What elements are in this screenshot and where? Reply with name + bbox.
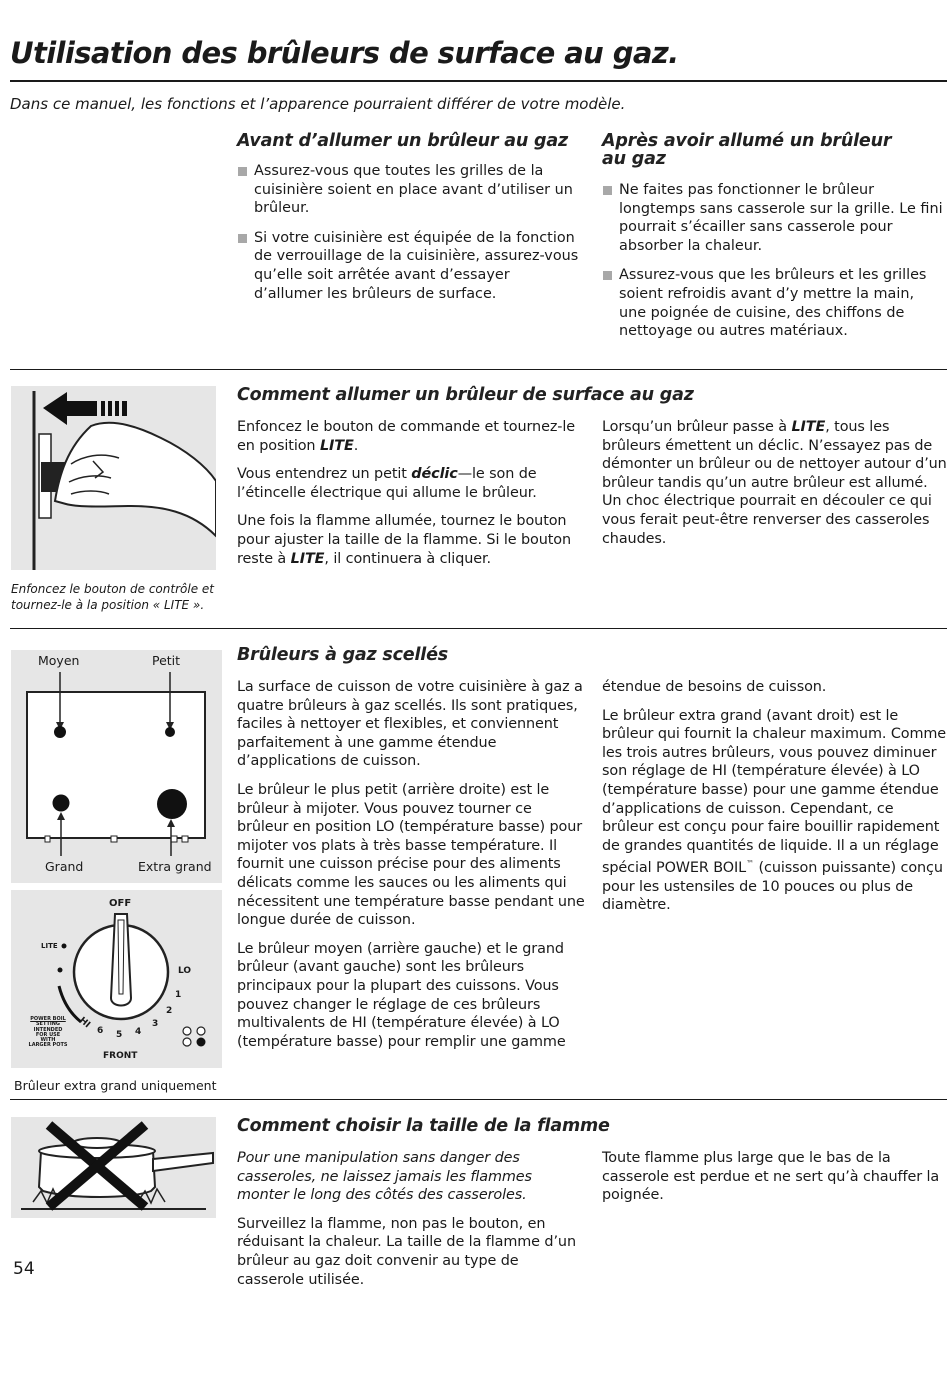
after-lighting-heading: Après avoir allumé un brûleur au gaz	[602, 131, 892, 169]
section-divider	[10, 1099, 947, 1100]
page-number: 54	[13, 1259, 35, 1279]
sealed-burners-heading: Brûleurs à gaz scellés	[237, 645, 448, 665]
section-divider	[10, 369, 947, 370]
paragraph: Toute flamme plus large que le bas de la casserole est perdue et ne sert qu’à chauffer la poignée.	[602, 1150, 940, 1204]
paragraph: Enfoncez le bouton de commande et tournez-le en position LITE.	[237, 419, 576, 454]
paragraph: Le brûleur extra grand (avant droit) est le brûleur qui fournit la chaleur maximum. Comme les trois autres brûleurs, vous pouvez diminuer son réglage de HI (température élevée) à LO (température basse) pour une gamme étendue d’applications de cuisson. Cependant, ce brûleur est conçu pour faire bouillir rapidement de grandes quantités de liquide. Il a un réglage spécial POWER BOIL™ (cuisson puissante) conçu pour les ustensiles de 10 pouces ou plus de diamètre.	[602, 707, 947, 914]
paragraph: Surveillez la flamme, non pas le bouton, en réduisant la chaleur. La taille de la flamme d’un brûleur au gaz doit convenir au type de casserole utilisée.	[237, 1215, 576, 1288]
extra-large-burner-icon	[157, 789, 187, 819]
knob-label-4: 4	[135, 1027, 142, 1037]
knob-label-6: 6	[97, 1026, 104, 1036]
label-extra-large: Extra grand	[138, 859, 212, 874]
sealed-burners-text-left	[237, 678, 585, 1061]
after-lighting-list	[602, 181, 944, 352]
section-divider	[10, 628, 947, 629]
paragraph: Vous entendrez un petit déclic—le son de l’étincelle électrique qui allume le brûleur.	[237, 466, 537, 501]
sealed-burners-text-right	[602, 678, 947, 925]
knob-label-lite: LITE	[41, 942, 58, 950]
flame-size-text-left	[237, 1149, 582, 1299]
light-burner-heading: Comment allumer un brûleur de surface au gaz	[237, 385, 694, 405]
flame-size-heading: Comment choisir la taille de la flamme	[237, 1116, 610, 1136]
knob-caption: Brûleur extra grand uniquement	[14, 1078, 217, 1093]
paragraph: Le brûleur moyen (arrière gauche) et le grand brûleur (avant gauche) sont les brûleurs principaux pour la plupart des cuissons. Vous pouvez changer le réglage de ces brûleurs multivalents de HI (température élevée) à LO (température basse) pour remplir une gamme	[237, 940, 566, 1050]
paragraph: étendue de besoins de cuisson.	[602, 679, 827, 695]
knob-label-lo: LO	[178, 966, 192, 976]
knob-label-hi: HI	[77, 1015, 92, 1031]
small-burner-icon	[165, 727, 175, 737]
label-large: Grand	[45, 859, 84, 874]
paragraph: La surface de cuisson de votre cuisinière à gaz a quatre brûleurs à gaz scellés. Ils sont pratiques, faciles à nettoyer et flexibles, et conviennent parfaitement à une gamme étendue d’applications de cuisson.	[237, 679, 583, 770]
light-burner-text-left	[237, 418, 582, 578]
knob-label-off: OFF	[109, 898, 132, 909]
knob-label-2: 2	[166, 1006, 173, 1016]
knob-illustration	[11, 890, 222, 1068]
paragraph: Pour une manipulation sans danger des casseroles, ne laissez jamais les flammes monter le long des côtés des casseroles.	[237, 1150, 532, 1204]
list-item: Assurez-vous que les brûleurs et les grilles soient refroidis avant d’y mettre la main, une poignée de cuisine, des chiffons de nettoyage ou autres matériaux.	[602, 266, 944, 340]
knob-label-5: 5	[116, 1030, 123, 1040]
list-item: Ne faites pas fonctionner le brûleur longtemps sans casserole sur la grille. Le fini pourrait s’écailler sans casserole pour absorber la chaleur.	[602, 181, 944, 255]
large-burner-icon	[53, 795, 70, 812]
hand-turning-knob-icon	[11, 386, 216, 570]
paragraph: Lorsqu’un brûleur passe à LITE, tous les brûleurs émettent un déclic. N’essayez pas de démonter un brûleur ou de nettoyer autour d’un brûleur tandis qu’un autre brûleur est allumé. Un choc électrique pourrait en découler ce qui vous ferait peut-être renverser des casseroles chaudes.	[602, 419, 947, 547]
light-figure-caption: Enfoncez le bouton de contrôle et tournez-le à la position « LITE ».	[11, 582, 214, 612]
title-rule	[10, 80, 947, 82]
push-knob-illustration	[11, 386, 216, 570]
light-burner-text-right	[602, 418, 947, 558]
crossed-out-pan-icon	[11, 1117, 216, 1218]
list-item: Assurez-vous que toutes les grilles de la cuisinière soient en place avant d’utiliser un brûleur.	[237, 162, 582, 218]
knob-label-3: 3	[152, 1019, 159, 1029]
label-small: Petit	[152, 653, 181, 668]
paragraph: Une fois la flamme allumée, tournez le bouton pour ajuster la taille de la flamme. Si le bouton reste à LITE, il continuera à cliquer.	[237, 513, 571, 567]
page-title: Utilisation des brûleurs de surface au gaz.	[10, 36, 679, 70]
before-lighting-heading: Avant d’allumer un brûleur au gaz	[237, 131, 568, 151]
page-subtitle: Dans ce manuel, les fonctions et l’apparence pourraient différer de votre modèle.	[10, 95, 626, 113]
list-item: Si votre cuisinière est équipée de la fonction de verrouillage de la cuisinière, assurez-vous qu’elle soit arrêtée avant d’essayer d’allumer les brûleurs de surface.	[237, 229, 582, 303]
before-lighting-list	[237, 162, 582, 314]
paragraph: Le brûleur le plus petit (arrière droite) est le brûleur à mijoter. Vous pouvez tourner ce brûleur en position LO (température basse) pour mijoter vos plats à très basse température. Il fournit une cuisson précise pour des aliments délicats comme les sauces ou les aliments qui nécessitent une température basse pendant une longue durée de cuisson.	[237, 781, 585, 929]
power-boil-note: POWER BOIL SETTING INTENDED FOR USE WITH LARGER POTS	[28, 1016, 68, 1049]
knob-label-1: 1	[175, 990, 182, 1000]
medium-burner-icon	[54, 726, 66, 738]
flame-size-text-right	[602, 1149, 942, 1215]
pan-flame-illustration	[11, 1117, 216, 1218]
knob-label-front: FRONT	[103, 1051, 138, 1061]
label-medium: Moyen	[38, 653, 80, 668]
cooktop-burner-diagram	[11, 650, 222, 883]
